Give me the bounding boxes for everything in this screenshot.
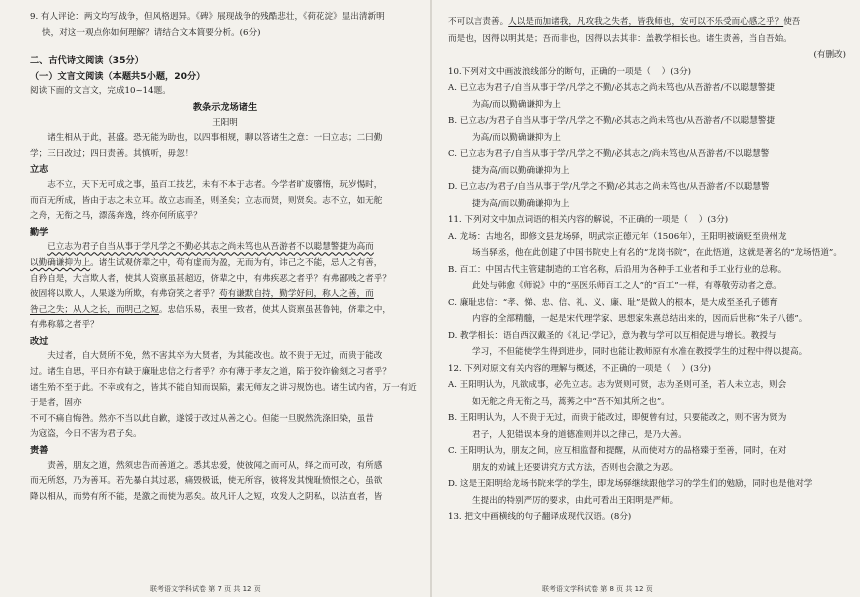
para1-a: 诸生相从于此，甚盛。恐无能为助也，以四事相规，聊以答诸生之意：一曰立志；二曰勤: [47, 133, 383, 144]
q13-stem: 13. 把文中画横线的句子翻译成现代汉语。(8分): [448, 512, 632, 522]
reading-instruction: 阅读下面的文言文，完成10~14题。: [30, 86, 171, 97]
page-footer-left: 联考语文学科试卷 第 7 页 共 12 页: [150, 585, 261, 593]
q10-option-a: [448, 80, 846, 113]
para5-a: 责善，朋友之道，然须忠告而善道之。悉其忠爱，使彼闻之而可从，绎之而可改，有所感: [47, 460, 383, 471]
subsection-heading: （一）文言文阅读（本题共5小题，20分）: [30, 70, 206, 82]
cont-line1: [448, 14, 846, 31]
q12-option-c: [448, 443, 846, 476]
para5-b: 而无所怒，乃为善耳。若先暴白其过恶，痛毁极诋，使无所容，彼将发其愧耻愤恨之心，虽欲: [30, 476, 383, 487]
q11-b-line1: B. 百工：中国古代主管建制造的工官名称，后沿用为各种手工业者和手工业行业的总称。: [448, 264, 787, 275]
heading-zeshan: 责善: [30, 445, 49, 457]
section-heading: 二、古代诗文阅读（35分）: [30, 55, 144, 67]
para3-c: 自矜自是，大言欺人者，使其人资禀虽甚超迈，侪辈之中，有弗疾恶之者乎？有弗鄙贱之者乎？: [30, 273, 391, 284]
q12-a-line2: 如无舵之舟无衔之马，蒿莠之中“吾不知其所之也”。: [472, 396, 670, 407]
q12-c-line2: 朋友的劝诫上还要讲究方式方法，否则也会激之为恶。: [472, 462, 679, 473]
para3-d: [30, 287, 420, 303]
q11-option-a: [448, 229, 846, 262]
cont-line1-start: 不可以言责善。: [448, 17, 509, 27]
q12-a-line1: A. 王阳明认为，凡欲成事，必先立志。志为贤则可贤，志为圣则可圣，若人未立志，则会: [448, 380, 787, 390]
q10-a-line1: A. 已立志为君子/自当从事于学/凡学之不勤/必其志之尚未笃也/从吾游者/不以聪慧警捷: [448, 83, 775, 93]
q10-c-line2: 捷为高/而以勤确谦抑为上: [472, 165, 570, 176]
q11-d-line2: 学习，不但能使学生得到进步，同时也能让教师原有水准在教授学生的过程中得以提高。: [472, 347, 808, 357]
q12-b-line1: B. 王阳明认为，人不贵于无过，而贵于能改过，即便曾有过，只要能改之，则不害为贤为: [448, 413, 787, 423]
q10-option-d: [448, 179, 846, 212]
q10-d-line1: D. 已立志/为君子/自当从事于学/凡学之不勤/必其志之尚未笃也/从吾游者/不以聪慧警: [448, 182, 770, 192]
q12-stem: 12. 下列对原文有关内容的理解与概述，不正确的一项是（ ）(3分): [448, 363, 711, 374]
para1-b: 学；三曰改过；四曰责善。其慎听，毋忽！: [30, 148, 194, 159]
para2-b: 而百无所成，皆由于志之未立耳。故立志而圣，则圣矣；立志而贤，则贤矣。志不立，如无舵: [30, 195, 383, 206]
para3-b-wavy: 以勤确谦抑为上: [30, 257, 91, 268]
q11-option-c: [448, 295, 846, 328]
para5-c: 降以相从，而势有所不能，是激之而使为恶矣。故凡讦人之短，攻发人之阴私，以沽直者，皆: [30, 491, 383, 502]
heading-qinxue: 勤学: [30, 226, 49, 238]
q12-d-line2: 生提出的特别严厉的要求，由此可看出王阳明是严师。: [472, 495, 679, 506]
cont-line2: 而是也，因得以明其是；吾而非也，因得以去其非：盖教学相长也。诸生责善，当自吾始。: [448, 33, 792, 44]
para4-b: 过。诸生自思，平日亦有缺于廉耻忠信之行者乎？亦有薄于孝友之道，陷于狡诈偷刻之习者乎？: [30, 367, 391, 378]
q11-a-line2: 场当驿丞，他在此创建了中国书院史上有名的“龙岗书院”，在此悟道，这就是著名的“龙场悟道”。: [472, 248, 842, 258]
passage-author: 王阳明: [212, 117, 238, 128]
q11-c-line1: C. 廉耻忠信：“孝、悌、忠、信、礼、义、廉、耻”是做人的根本，是大成至圣孔子德育: [448, 297, 778, 308]
para4-e: 为寇盗，今日不害为君子矣。: [30, 429, 142, 440]
q12-option-d: [448, 476, 846, 509]
q12-d-line1: D. 这是王阳明给龙场书院来学的学生，即龙场驿继续跟他学习的学生们的勉励，同时也是他对学: [448, 479, 813, 489]
q11-c-line2: 内容的全部精髓，一起是宋代理学家、思想家朱熹总结出来的，因而后世称“朱子八德”。: [472, 314, 808, 324]
heading-lizhi: 立志: [30, 164, 49, 176]
q10-b-line2: 为高/而以勤确谦抑为上: [472, 132, 561, 143]
q10-d-line2: 捷为高/而以勤确谦抑为上: [472, 198, 570, 209]
q11-d-line1: D. 教学相长：语自西汉戴圣的《礼记·学记》，意为教与学可以互相促进与增长。教授与: [448, 330, 777, 341]
q11-option-b: [448, 262, 846, 295]
q11-a-line1: A. 龙场：古地名，即修文县龙场驿，明武宗正德元年（1506年），王阳明被谪贬至贵州龙: [448, 231, 787, 242]
para3-b-rest: 。诸生试观侪辈之中，苟有虚而为盈，无而为有，讳己之不能，忌人之有善，: [90, 257, 383, 268]
para2-a: 志不立，天下无可成之事，虽百工技艺，未有不本于志者。今学者旷废隳惰，玩岁惕时，: [47, 179, 383, 190]
para3-f: 有弗称慕之者乎？: [30, 320, 99, 331]
cont-line1-underlined: 人以是而加诸我，凡攻我之失者，皆我师也，安可以不乐受而心感之乎？: [508, 17, 784, 27]
para3-b: [30, 256, 420, 272]
q10-a-line2: 为高/而以勤确谦抑为上: [472, 99, 561, 110]
q10-option-b: [448, 113, 846, 146]
q10-c-line1: C. 已立志为君子/自当从事于学/凡学之不勤/必其志之/尚未笃也/从吾游者/不以聪慧警: [448, 149, 770, 159]
q12-option-a: [448, 377, 846, 410]
q12-option-b: [448, 410, 846, 443]
para3-d-underlined: 苟有谦默自持，勤学好问，称人之善，而: [219, 289, 374, 300]
q10-stem: 10.下列对文中画波浪线部分的断句，正确的一项是（ ）(3分): [448, 66, 692, 77]
q11-option-d: [448, 328, 846, 361]
para4-c: 诸生殆不至于此。不幸或有之，皆其不能自知而误陷，素无师友之讲习规饬也。诸生试内省，万一有近于是者，固亦: [30, 382, 417, 409]
right-page: [432, 0, 860, 597]
source-note: (有删改): [813, 50, 846, 60]
heading-gaiguo: 改过: [30, 335, 49, 347]
q9-line1: 9. 有人评论：两文均写战争，但风格迥异。《碑》展现战争的残酷悲壮，《荷花淀》显出清新明: [30, 12, 385, 22]
para3-e-rest: 。忠信乐易，表里一致者，使其人资禀虽甚鲁钝，侪辈之中，: [158, 304, 391, 315]
para3-a-wavy: 已立志为君子自当从事于学凡学之不勤必其志之尚未笃也从吾游者不以聪慧警捷为高而: [47, 242, 374, 253]
q10-b-line1: B. 已立志/为君子自当从事于学/凡学之不勤/必其志之尚未笃也/从吾游者/不以聪慧警捷: [448, 116, 776, 126]
q11-b-line2: 此处与韩愈《师说》中的“巫医乐师百工之人”的“百工”一样，有尊敬劳动者之意。: [472, 281, 782, 291]
para3-e-underlined: 咎己之失；从人之长，而明己之短: [30, 304, 159, 315]
para2-c: 之舟，无衔之马，漂荡奔逸，终亦何所底乎？: [30, 211, 202, 222]
page-footer-right: 联考语文学科试卷 第 8 页 共 12 页: [542, 585, 653, 593]
q12-c-line1: C. 王阳明认为，朋友之间，应互相监督和提醒，从而使对方的品格臻于至善，同时，在对: [448, 446, 787, 456]
q12-b-line2: 君子，人犯错误本身的道德准则并以之律己，是乃大善。: [472, 429, 687, 440]
q11-stem: 11. 下列对文中加点词语的相关内容的解说，不正确的一项是（ ）(3分): [448, 215, 729, 225]
q9-line2: 快，对这一观点你如何理解？请结合文本简要分析。(6分): [42, 27, 261, 38]
para4-a: 夫过者，自大贤所不免，然不害其卒为大贤者，为其能改也。故不贵于无过，而贵于能改: [47, 351, 383, 362]
cont-line1-end: 使吾: [783, 17, 801, 27]
para3-e: [30, 303, 420, 319]
para4-d: 不可不痛自悔咎。然亦不当以此自歉，遂馁于改过从善之心。但能一旦脱然洗涤旧染，虽昔: [30, 413, 374, 424]
passage-title: 教条示龙场诸生: [192, 101, 258, 113]
q10-option-c: [448, 146, 846, 179]
para3-d-text: 彼固将以欺人，人果遂为所欺，有弗窃笑之者乎？: [30, 289, 220, 300]
